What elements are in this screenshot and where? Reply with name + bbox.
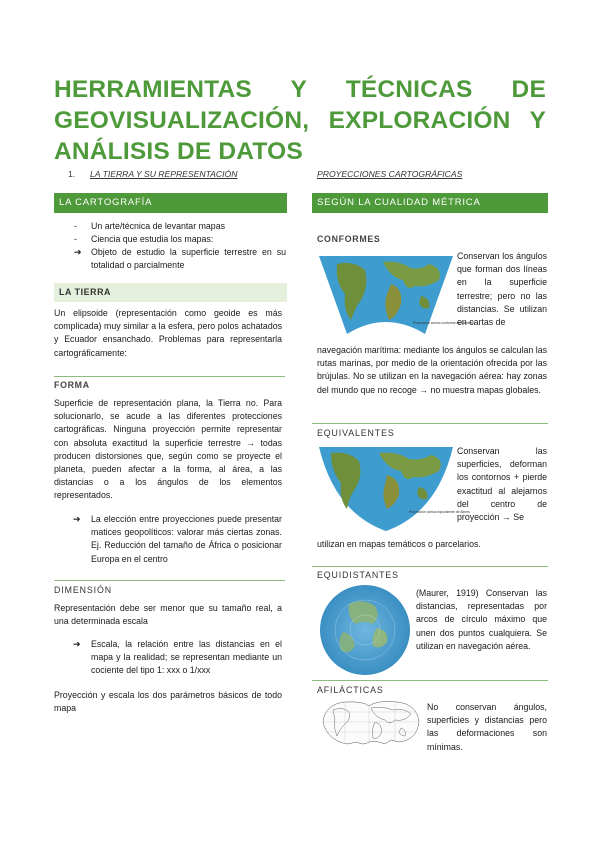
list-item: ➔ Objeto de estudio la superficie terrestre en su totalidad o parcialmente: [74, 247, 286, 270]
albers-conic-map: [317, 443, 470, 535]
band-cualidad-metrica: SEGÚN LA CUALIDAD MÉTRICA: [312, 193, 548, 213]
dimension-arrow-item: ➔ Escala, la relación entre las distancias en el mapa y la realidad; se representan mediante un cociente del tipo 1: xxx o 1/xxx: [73, 638, 282, 678]
dimension-heading: DIMENSIÓN: [54, 585, 112, 595]
forma-heading: FORMA: [54, 380, 90, 390]
afilacticas-heading: AFILÁCTICAS: [317, 685, 384, 695]
tierra-text: Un elipsoide (representación como geoide es más complicada) muy similar a la esfera, pero polos achatados y Ecuador ensanchado. Problemas para representarla cartográficamente:: [54, 308, 282, 358]
list-item: - Un arte/técnica de levantar mapas: [74, 221, 225, 231]
conformes-heading: CONFORMES: [317, 234, 381, 244]
arrow-icon: ➔: [73, 639, 81, 649]
azimuthal-equidistant-map: [319, 584, 411, 676]
arrow-icon: ➔: [73, 514, 81, 524]
lambert-conic-map: [317, 250, 474, 340]
divider: [312, 423, 548, 424]
divider: [312, 680, 548, 681]
divider: [54, 580, 285, 581]
cartografia-list: [74, 220, 286, 272]
list-item: - Ciencia que estudia los mapas:: [74, 234, 214, 244]
equivalentes-float-text: Conservan las superficies, deforman los contornos + pierde exactitud al alejarnos del centro de proyección → Se: [457, 446, 547, 523]
section-subheading-right: PROYECCIONES CARTOGRÁFICAS: [317, 169, 463, 179]
equidistantes-heading: EQUIDISTANTES: [317, 570, 399, 580]
subheading-text: LA TIERRA Y SU REPRESENTACIÓN: [90, 169, 238, 179]
conformes-float-text: Conservan los ángulos que forman dos líneas en la superficie terrestre; pero no las distancias. Se utilizan en cartas de: [457, 251, 547, 328]
dimension-closing: Proyección y escala los dos parámetros básicos de todo mapa: [54, 690, 282, 714]
map-caption: Proyección cónica conforme de Lambert: [413, 321, 474, 325]
afilacticas-float-text: No conservan ángulos, superficies y distancias pero las deformaciones son mínimas.: [427, 702, 547, 752]
forma-arrow-item: ➔ La elección entre proyecciones puede presentar matices geopolíticos: valorar más ciertas zonas. Ej. Reducción del tamaño de África o posicionar Europa en el centro: [73, 513, 282, 566]
map-caption: Proyección cónica equivalente de Albers: [409, 510, 470, 514]
interrupted-homolosine-map: [319, 696, 423, 748]
divider: [54, 376, 285, 377]
equidistantes-float-text: (Maurer, 1919) Conservan las distancias, representadas por arcos de círculo máximo que unen dos puntos cualquiera. Se utilizan en navegación aérea.: [416, 588, 547, 651]
dimension-text: Representación debe ser menor que su tamaño real, a una determinada escala: [54, 603, 282, 627]
band-tierra: LA TIERRA: [54, 283, 287, 302]
subheading-number: 1.: [68, 169, 76, 179]
divider: [312, 566, 548, 567]
band-cartografia: LA CARTOGRAFÍA: [54, 193, 287, 213]
forma-text: Superficie de representación plana, la Tierra no. Para solucionarlo, se acude a las diferentes protecciones cartográficas. Ninguna proyección permite representar con absoluta exactitud la superficie terrestre → todas producen distorsiones que, según como se proyecte el planeta, pueden afectar a la forma, al área, a las distancias o a los ángulos de los elementos representados.: [54, 398, 282, 501]
equivalentes-heading: EQUIVALENTES: [317, 428, 395, 438]
section-subheading-left: [68, 169, 237, 179]
equivalentes-full-text: utilizan en mapas temáticos o parcelarios.: [317, 539, 481, 549]
page-title: HERRAMIENTAS Y TÉCNICAS DE GEOVISUALIZACIÓN, EXPLORACIÓN Y ANÁLISIS DE DATOS: [54, 76, 546, 165]
conformes-full-text: navegación marítima: mediante los ángulos se calculan las rutas marinas, por medio de la orientación ofrecida por las brújulas. No se utilizan en la navegación aérea: hay zonas del mundo que no recoge → no muestra mapas globales.: [317, 345, 547, 395]
